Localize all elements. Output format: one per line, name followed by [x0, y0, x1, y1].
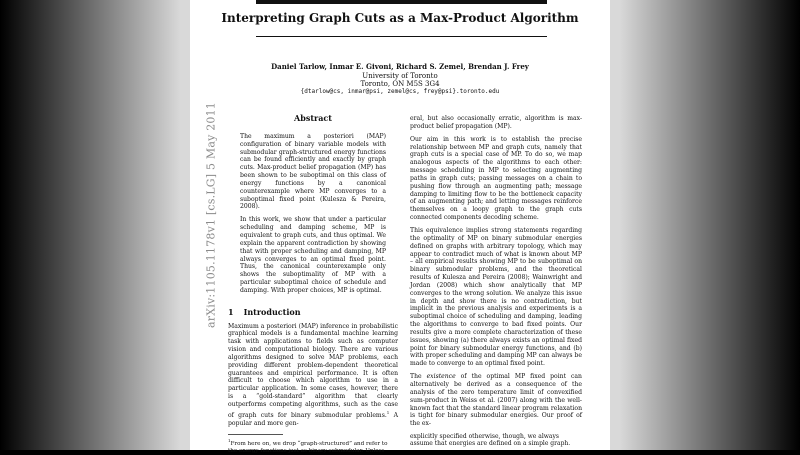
footnote-rule	[228, 434, 283, 435]
introduction-section	[228, 323, 398, 428]
p3-rest: of the optimal MP fixed point can alternatively be derived as a consequence of the analysis of the zero temperature limit of convexified sum-product in Weiss et al. (2007) along with the well-known fact that the standard linear program relaxation is tight for binary submodular energies. Our proof of the ex-	[410, 373, 582, 428]
left-column	[228, 115, 398, 428]
abstract-heading: Abstract	[294, 113, 332, 123]
abstract-paragraph-2: In this work, we show that under a particular scheduling and damping scheme, MP is equivalent to graph cuts, and thus optimal. We explain the apparent contradiction by showing that with proper scheduling and damping, MP always converges to an optimal fixed point. Thus, the canonical counterexample only shows the suboptimality of MP with a particular suboptimal choice of schedule and damping. With proper choices, MP is optimal.	[240, 216, 386, 294]
footnote-left-text: From here on, we drop “graph-structured” and refer to the energy functions just as binary submodular. Unless	[228, 440, 388, 454]
right-paragraph-0: eral, but also occasionally erratic, algorithm is max-product belief propagation (MP).	[410, 115, 582, 130]
paper-title: Interpreting Graph Cuts as a Max-Product Algorithm	[221, 11, 579, 25]
arxiv-identifier: arXiv:1105.1178v1 [cs.LG] 5 May 2011	[204, 102, 218, 328]
title-top-rule	[256, 0, 547, 4]
p3-lead: The	[410, 373, 427, 381]
author-list: Daniel Tarlow, Inmar E. Givoni, Richard S. Zemel, Brendan J. Frey	[271, 62, 529, 71]
footnote-number: 1	[228, 438, 231, 443]
footnote-right-text: explicitly specified otherwise, though, we always assume that energies are defined on a simple graph.	[410, 433, 571, 448]
affiliation-university: University of Toronto	[362, 72, 438, 80]
introduction-heading	[228, 306, 398, 317]
abstract-paragraph-1: The maximum a posteriori (MAP) configuration of binary variable models with submodular graph-structured energy functions can be found efficiently and exactly by graph cuts. Max-product belief propagation (MP) has been shown to be suboptimal on this class of energy functions by a canonical counterexample where MP converges to a suboptimal fixed point (Kulesza & Pereira, 2008).	[240, 132, 386, 211]
arxiv-stamp	[204, 100, 218, 330]
right-paragraph-1: Our aim in this work is to establish the precise relationship between MP and graph cuts, namely that graph cuts is a special case of MP. To do so, we map analogous aspects of the algorithms to each other: message scheduling in MP to selecting augmenting paths in graph cuts; passing messages on a chain to pushing flow through an augmenting path; message damping to limiting flow to be the bottleneck capacity of an augmenting path; and letting messages reinforce themselves on a loopy graph to the graph cuts connected components decoding scheme.	[410, 135, 582, 222]
emphasized-word: existence	[426, 373, 456, 381]
author-emails: {dtarlow@cs, inmar@psi, zemel@cs, frey@psi}.toronto.edu	[300, 88, 500, 95]
footnote-left	[228, 437, 398, 455]
footnote-right	[410, 433, 582, 448]
left-background	[0, 0, 190, 450]
intro-text: Maximum a posteriori (MAP) inference in probabilistic graphical models is a fundamental machine learning task with applications to fields such as computer vision and computational biology. There are various algorithms designed to solve MAP problems, each providing different problem-dependent theoretical guarantees and empirical performance. It is often difficult to choose which algorithm to use in a particular application. In some cases, however, there is a “gold-standard” algorithm that clearly outperforms competing algorithms, such as the case of graph cuts for binary submodular problems.	[228, 322, 398, 419]
section-number: 1	[228, 306, 234, 317]
paper-page	[190, 0, 610, 454]
footnote-mark: 1	[386, 409, 390, 415]
right-background	[610, 0, 800, 450]
abstract-section	[228, 115, 398, 295]
right-paragraph-2: This equivalence implies strong statements regarding the optimality of MP on binary submodular energies defined on graphs with arbitrary topology, which may appear to contradict much of what is known about MP – all empirical results showing MP to be suboptimal on binary submodular problems, and the theoretical results of Kulesza and Pereira (2008); Wainwright and Jordan (2008) which show analytically that MP converges to the wrong solution. We analyze this issue in depth and show there is no contradiction, but implicit in the previous analysis and experiments is a suboptimal choice of scheduling and damping, leading the algorithms to converge to bad fixed points. Our results give a more complete characterization of these issues, showing (a) there always exists an optimal fixed point for binary submodular energy functions, and (b) with proper scheduling and damping MP can always be made to converge to an optimal fixed point.	[410, 226, 582, 368]
intro-text-tail: A popular and more gen-	[228, 411, 398, 427]
right-column	[410, 115, 582, 433]
introduction-paragraph-1	[228, 323, 398, 428]
right-paragraph-3	[410, 373, 582, 428]
affiliation-address: Toronto, ON M5S 3G4	[360, 80, 440, 88]
title-bottom-rule	[256, 36, 547, 37]
section-title: Introduction	[243, 306, 301, 317]
